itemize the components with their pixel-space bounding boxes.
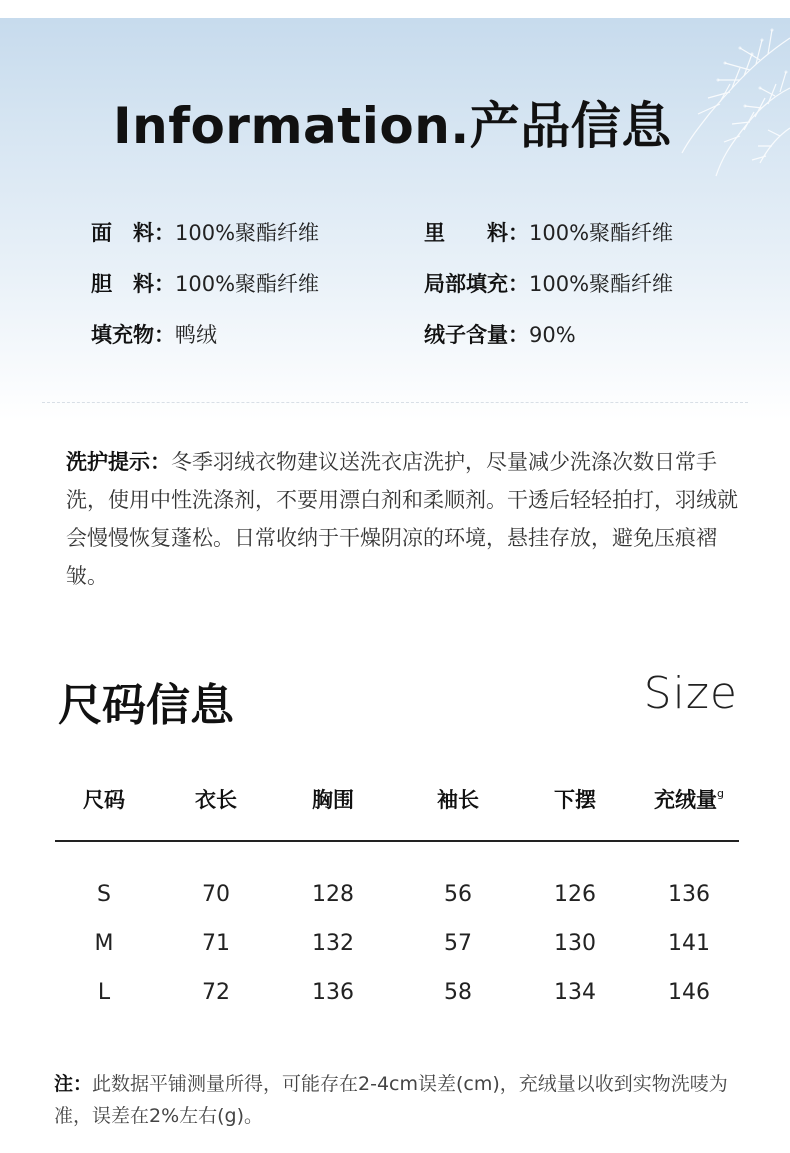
spec-lining — [424, 217, 673, 247]
spec-outer-fabric — [91, 217, 319, 247]
size-section-title: 尺码信息 — [58, 680, 234, 731]
spec-label: 里 料： — [424, 221, 529, 245]
table-cell: 58 — [444, 980, 472, 1005]
table-header-fill-weight — [654, 784, 724, 814]
table-cell: 72 — [202, 980, 230, 1005]
page-title: Information.产品信息 — [113, 97, 672, 155]
fill-weight-label: 充绒量 — [654, 788, 718, 812]
table-header-chest: 胸围 — [312, 788, 354, 812]
table-header-length: 衣长 — [195, 788, 237, 812]
note-text: 此数据平铺测量所得，可能存在2-4cm误差(cm)，充绒量以收到实物洗唛为准，误差在2%左右(g)。 — [54, 1073, 728, 1127]
table-cell: 71 — [202, 931, 230, 956]
spec-inner-shell — [91, 268, 319, 298]
spec-value: 100%聚酯纤维 — [529, 272, 674, 296]
table-cell: 146 — [668, 980, 710, 1005]
table-cell: 128 — [312, 882, 354, 907]
spec-value: 90% — [529, 323, 576, 347]
table-cell: 126 — [554, 882, 596, 907]
size-section-title-en: Size — [643, 668, 738, 719]
table-header-rule — [55, 840, 739, 842]
table-cell: 70 — [202, 882, 230, 907]
table-header-size: 尺码 — [83, 788, 125, 812]
fill-weight-unit: g — [717, 787, 724, 800]
care-label: 洗护提示： — [66, 450, 171, 474]
table-cell: 132 — [312, 931, 354, 956]
spec-filling — [91, 319, 217, 349]
table-cell: 130 — [554, 931, 596, 956]
section-divider — [42, 402, 748, 403]
table-cell: 134 — [554, 980, 596, 1005]
spec-label: 胆 料： — [91, 272, 175, 296]
spec-value: 100%聚酯纤维 — [175, 272, 320, 296]
top-strip — [0, 0, 790, 18]
spec-label: 填充物： — [91, 323, 175, 347]
measurement-note — [54, 1068, 744, 1132]
spec-label: 面 料： — [91, 221, 175, 245]
spec-partial-filling — [424, 268, 673, 298]
table-header-sleeve: 袖长 — [437, 788, 479, 812]
spec-value: 鸭绒 — [175, 323, 217, 347]
table-cell: 57 — [444, 931, 472, 956]
table-cell: 136 — [668, 882, 710, 907]
spec-value: 100%聚酯纤维 — [529, 221, 674, 245]
table-cell: L — [97, 980, 111, 1005]
spec-label: 绒子含量： — [424, 323, 529, 347]
note-label: 注： — [54, 1073, 93, 1095]
spec-label: 局部填充： — [424, 272, 529, 296]
care-text: 冬季羽绒衣物建议送洗衣店洗护，尽量减少洗涤次数日常手洗，使用中性洗涤剂，不要用漂白剂和柔顺剂。干透后轻轻拍打，羽绒就会慢慢恢复蓬松。日常收纳于干燥阴凉的环境，悬挂存放，避免压痕褶皱。 — [66, 450, 738, 588]
table-cell: M — [94, 931, 114, 956]
table-cell: 141 — [668, 931, 710, 956]
hero-banner — [0, 0, 790, 420]
table-cell: S — [97, 882, 111, 907]
table-cell: 136 — [312, 980, 354, 1005]
spec-down-content — [424, 319, 576, 349]
care-instructions — [66, 443, 750, 595]
spec-value: 100%聚酯纤维 — [175, 221, 320, 245]
table-cell: 56 — [444, 882, 472, 907]
table-header-hem: 下摆 — [554, 788, 596, 812]
